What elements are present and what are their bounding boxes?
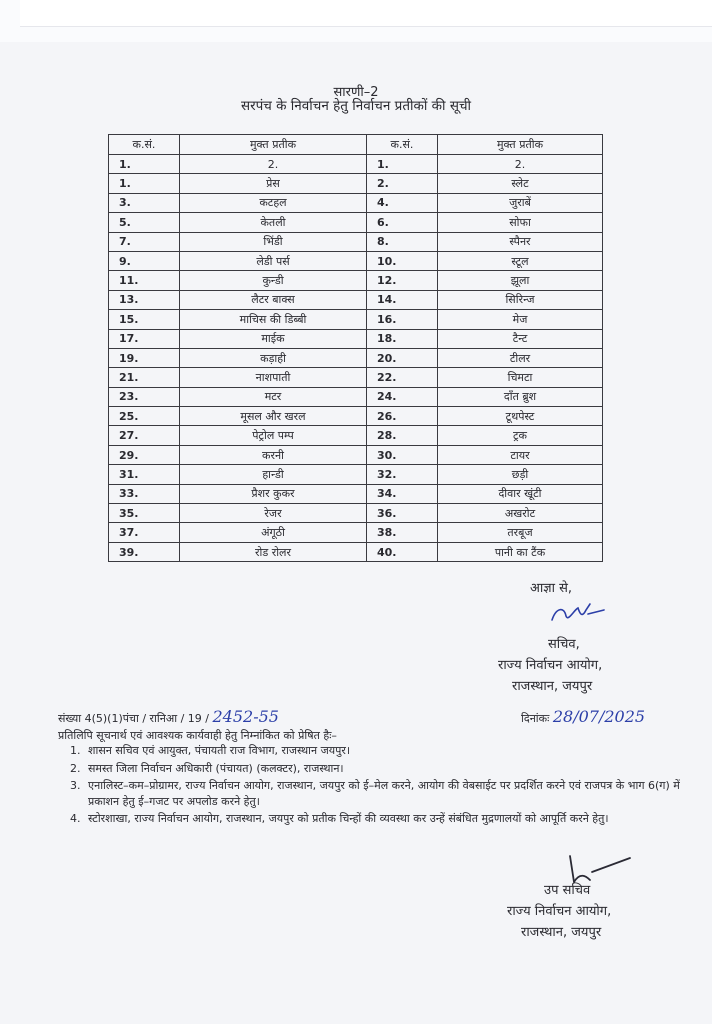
table-cell: मटर bbox=[180, 387, 367, 406]
table-row bbox=[109, 174, 603, 193]
table-cell: स्टूल bbox=[438, 251, 603, 270]
table-cell: नाशपाती bbox=[180, 368, 367, 387]
secretary-office: राज्य निर्वाचन आयोग, bbox=[498, 658, 603, 673]
table-cell: 24. bbox=[367, 387, 438, 406]
table-cell: 13. bbox=[109, 290, 180, 309]
reference-number bbox=[58, 707, 279, 726]
table-cell: 26. bbox=[367, 407, 438, 426]
by-order-text: आज्ञा से, bbox=[530, 581, 573, 596]
header-symbol-right: मुक्त प्रतीक bbox=[438, 135, 603, 155]
table-cell: 32. bbox=[367, 465, 438, 484]
table-cell: अंगूठी bbox=[180, 523, 367, 542]
table-cell: जुराबें bbox=[438, 193, 603, 212]
page-title: सरपंच के निर्वाचन हेतु निर्वाचन प्रतीकों की सूची bbox=[240, 98, 472, 114]
copy-intro: प्रतिलिपि सूचनार्थ एवं आवश्यक कार्यवाही हेतु निम्नांकित को प्रेषित हैः– bbox=[58, 729, 337, 742]
table-cell: दाँत ब्रुश bbox=[438, 387, 603, 406]
list-item: 2. समस्त जिला निर्वाचन अधिकारी (पंचायत) (कलक्टर), राजस्थान। bbox=[84, 761, 704, 777]
table-cell: टायर bbox=[438, 445, 603, 464]
table-cell: सिरिन्ज bbox=[438, 290, 603, 309]
table-cell: 3. bbox=[109, 193, 180, 212]
table-row bbox=[109, 271, 603, 290]
list-item: 3. एनालिस्ट–कम–प्रोग्रामर, राज्य निर्वाचन आयोग, राजस्थान, जयपुर को ई–मेल करने, आयोग की वेबसाईट पर प्रदर्शित करने एवं राजपत्र के भाग 6(ग) में प्रकाशन हेतु ई–गजट पर अपलोड करने हेतु। bbox=[84, 778, 704, 809]
table-cell: हान्डी bbox=[180, 465, 367, 484]
table-cell: मूसल और खरल bbox=[180, 407, 367, 426]
table-cell: 19. bbox=[109, 348, 180, 367]
table-cell: भिंडी bbox=[180, 232, 367, 251]
table-cell: मेज bbox=[438, 310, 603, 329]
table-cell: 2. bbox=[180, 155, 367, 174]
table-row bbox=[109, 387, 603, 406]
table-cell: 22. bbox=[367, 368, 438, 387]
table-cell: 39. bbox=[109, 542, 180, 561]
table-cell: 40. bbox=[367, 542, 438, 561]
table-cell: टैन्ट bbox=[438, 329, 603, 348]
table-cell: टीलर bbox=[438, 348, 603, 367]
table-cell: 25. bbox=[109, 407, 180, 426]
table-cell: रेजर bbox=[180, 504, 367, 523]
table-row bbox=[109, 523, 603, 542]
table-cell: लैटर बाक्स bbox=[180, 290, 367, 309]
table-cell: 20. bbox=[367, 348, 438, 367]
symbols-table bbox=[108, 134, 603, 562]
deputy-secretary-office: राज्य निर्वाचन आयोग, bbox=[507, 904, 612, 919]
table-cell: 8. bbox=[367, 232, 438, 251]
table-cell: दीवार खूंटी bbox=[438, 484, 603, 503]
table-row bbox=[109, 348, 603, 367]
secretary-designation: सचिव, bbox=[548, 637, 580, 652]
secretary-place: राजस्थान, जयपुर bbox=[512, 679, 593, 694]
table-cell: 14. bbox=[367, 290, 438, 309]
date-label: दिनांकः bbox=[521, 712, 550, 725]
table-row bbox=[109, 310, 603, 329]
table-cell: 9. bbox=[109, 251, 180, 270]
table-cell: 21. bbox=[109, 368, 180, 387]
table-cell: 37. bbox=[109, 523, 180, 542]
table-cell: 23. bbox=[109, 387, 180, 406]
table-row bbox=[109, 445, 603, 464]
table-cell: 29. bbox=[109, 445, 180, 464]
table-cell: 11. bbox=[109, 271, 180, 290]
table-cell: 35. bbox=[109, 504, 180, 523]
table-cell: 1. bbox=[109, 155, 180, 174]
table-row bbox=[109, 368, 603, 387]
table-cell: रोड रोलर bbox=[180, 542, 367, 561]
table-cell: कुन्डी bbox=[180, 271, 367, 290]
table-cell: 36. bbox=[367, 504, 438, 523]
list-item: 4. स्टोरशाखा, राज्य निर्वाचन आयोग, राजस्थान, जयपुर को प्रतीक चिन्हों की व्यवस्था कर उन्हें संबंधित मुद्रणालयों को आपूर्ति करने हेतु। bbox=[84, 811, 704, 827]
table-cell: 7. bbox=[109, 232, 180, 251]
table-cell: 12. bbox=[367, 271, 438, 290]
table-cell: 6. bbox=[367, 213, 438, 232]
table-row bbox=[109, 213, 603, 232]
deputy-secretary-designation: उप सचिव bbox=[544, 883, 591, 898]
date-handwritten: 28/07/2025 bbox=[552, 707, 646, 726]
table-cell: कड़ाही bbox=[180, 348, 367, 367]
table-cell: स्पैनर bbox=[438, 232, 603, 251]
table-row bbox=[109, 484, 603, 503]
deputy-secretary-place: राजस्थान, जयपुर bbox=[521, 925, 602, 940]
secretary-signature bbox=[548, 598, 608, 628]
distribution-list bbox=[58, 743, 704, 829]
reference-number-handwritten: 2452-55 bbox=[212, 707, 279, 726]
table-row bbox=[109, 251, 603, 270]
table-cell: माचिस की डिब्बी bbox=[180, 310, 367, 329]
table-cell: 2. bbox=[367, 174, 438, 193]
table-cell: अखरोट bbox=[438, 504, 603, 523]
table-cell: टूथपेस्ट bbox=[438, 407, 603, 426]
table-cell: 27. bbox=[109, 426, 180, 445]
table-cell: छड़ी bbox=[438, 465, 603, 484]
table-row bbox=[109, 290, 603, 309]
table-cell: स्लेट bbox=[438, 174, 603, 193]
table-index-row bbox=[109, 155, 603, 174]
table-cell: पेट्रोल पम्प bbox=[180, 426, 367, 445]
table-cell: 31. bbox=[109, 465, 180, 484]
table-cell: 30. bbox=[367, 445, 438, 464]
table-cell: प्रैशर कुकर bbox=[180, 484, 367, 503]
table-cell: माईक bbox=[180, 329, 367, 348]
table-cell: 1. bbox=[109, 174, 180, 193]
table-cell: प्रेस bbox=[180, 174, 367, 193]
table-row bbox=[109, 426, 603, 445]
paper-top-strip bbox=[20, 0, 712, 27]
table-header-row bbox=[109, 135, 603, 155]
table-row bbox=[109, 407, 603, 426]
table-cell: 10. bbox=[367, 251, 438, 270]
table-cell: 2. bbox=[438, 155, 603, 174]
table-row bbox=[109, 465, 603, 484]
table-number: सारणी–2 bbox=[333, 85, 379, 100]
table-cell: केतली bbox=[180, 213, 367, 232]
table-row bbox=[109, 232, 603, 251]
table-cell: कटहल bbox=[180, 193, 367, 212]
table-cell: 5. bbox=[109, 213, 180, 232]
table-cell: 4. bbox=[367, 193, 438, 212]
table-cell: तरबूज bbox=[438, 523, 603, 542]
table-cell: 18. bbox=[367, 329, 438, 348]
table-row bbox=[109, 193, 603, 212]
table-cell: 17. bbox=[109, 329, 180, 348]
table-cell: सोफा bbox=[438, 213, 603, 232]
reference-number-prefix: संख्या 4(5)(1)पंचा / रानिआ / 19 / bbox=[58, 712, 209, 725]
table-cell: 38. bbox=[367, 523, 438, 542]
table-cell: चिमटा bbox=[438, 368, 603, 387]
table-cell: 16. bbox=[367, 310, 438, 329]
table-cell: 33. bbox=[109, 484, 180, 503]
header-serial-right: क.सं. bbox=[367, 135, 438, 155]
table-row bbox=[109, 542, 603, 561]
table-cell: झूला bbox=[438, 271, 603, 290]
list-item: 1. शासन सचिव एवं आयुक्त, पंचायती राज विभाग, राजस्थान जयपुर। bbox=[84, 743, 704, 759]
table-cell: करनी bbox=[180, 445, 367, 464]
table-cell: 1. bbox=[367, 155, 438, 174]
table-cell: 28. bbox=[367, 426, 438, 445]
table-cell: लेडी पर्स bbox=[180, 251, 367, 270]
header-serial-left: क.सं. bbox=[109, 135, 180, 155]
header-symbol-left: मुक्त प्रतीक bbox=[180, 135, 367, 155]
table-cell: ट्रक bbox=[438, 426, 603, 445]
table-cell: 15. bbox=[109, 310, 180, 329]
table-row bbox=[109, 504, 603, 523]
table-cell: पानी का टैंक bbox=[438, 542, 603, 561]
table-row bbox=[109, 329, 603, 348]
table-cell: 34. bbox=[367, 484, 438, 503]
date-line bbox=[521, 707, 645, 726]
